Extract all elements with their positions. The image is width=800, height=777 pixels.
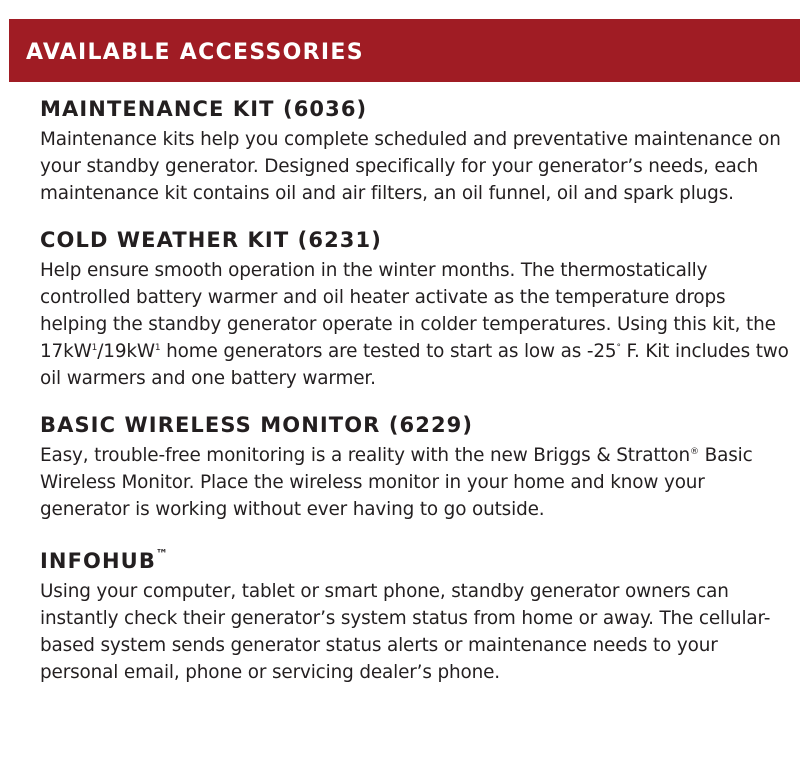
registered-mark: ®	[690, 446, 699, 457]
accessories-list	[40, 96, 790, 686]
banner-title: AVAILABLE ACCESSORIES	[26, 39, 364, 65]
accessory-description	[40, 442, 790, 523]
accessory-title: BASIC WIRELESS MONITOR (6229)	[40, 413, 474, 437]
description-text: F. Kit includes two oil warmers and one battery warmer.	[40, 341, 789, 389]
accessory-title: MAINTENANCE KIT (6036)	[40, 97, 368, 121]
accessory-description	[40, 257, 790, 392]
description-text: Help ensure smooth operation in the winter months. The thermostatically controlled battery warmer and oil heater activate as the temperature drops helping the standby generator operate in colder temperatures. Using this kit, the 17kW	[40, 260, 776, 362]
accessory-maintenance-kit	[40, 96, 790, 207]
description-text: /19kW	[97, 341, 155, 362]
section-banner	[9, 19, 800, 82]
accessory-description: Maintenance kits help you complete scheduled and preventative maintenance on your standby generator. Designed specifically for your generator’s needs, each maintenance kit contains oil and air filters, an oil funnel, oil and spark plugs.	[40, 129, 781, 204]
accessory-description: Using your computer, tablet or smart phone, standby generator owners can instantly check their generator’s system status from home or away. The cellular-based system sends generator status alerts or maintenance needs to your personal email, phone or servicing dealer’s phone.	[40, 581, 771, 683]
degree-mark: °	[616, 342, 621, 353]
footnote-mark: 1	[91, 342, 98, 353]
accessory-title	[40, 543, 790, 574]
accessory-cold-weather-kit	[40, 227, 790, 392]
top-margin	[0, 0, 800, 19]
description-text: Easy, trouble-free monitoring is a reality with the new Briggs & Stratton	[40, 445, 691, 466]
accessory-wireless-monitor	[40, 412, 790, 523]
footnote-mark: 1	[154, 342, 161, 353]
description-text: Basic Wireless Monitor. Place the wireless monitor in your home and know your generator is working without ever having to go outside.	[40, 445, 753, 520]
accessory-infohub	[40, 543, 790, 686]
accessory-title-text: INFOHUB	[40, 549, 156, 573]
accessory-title: COLD WEATHER KIT (6231)	[40, 228, 382, 252]
trademark-mark: ™	[155, 547, 170, 561]
description-text: home generators are tested to start as low as -25	[160, 341, 617, 362]
